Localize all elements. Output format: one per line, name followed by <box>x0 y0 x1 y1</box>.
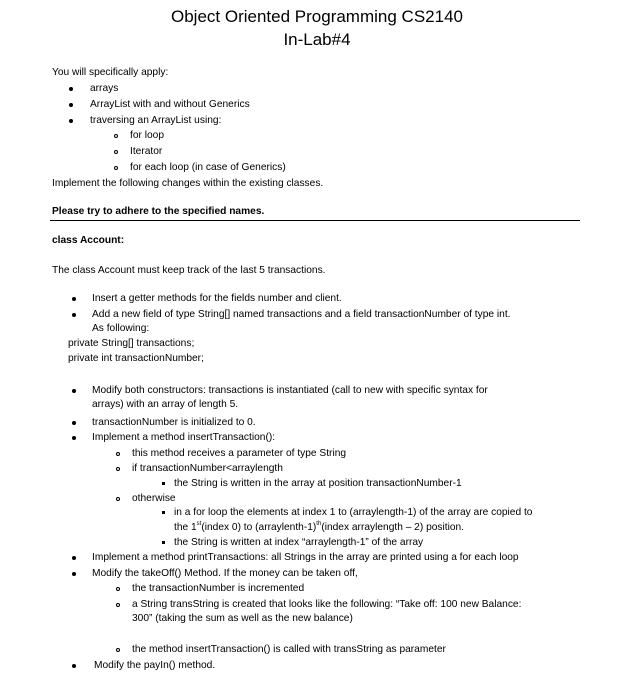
intro-item-arraylist: ArrayList with and without Generics <box>90 99 250 110</box>
bullet-icon <box>72 297 76 301</box>
bullet-takeoff: Modify the takeOff() Method. If the money can be taken off, <box>92 568 358 579</box>
bullet-icon <box>72 572 76 576</box>
sub-receives-param: this method receives a parameter of type String <box>132 448 347 459</box>
bullet-icon <box>72 556 76 560</box>
sub-for-loop-copy-cont: the 1st(index 0) to (arraylenth-1)$^{th}$(index arraylength – 2) position. <box>174 521 465 533</box>
bullet-icon <box>69 119 73 123</box>
code-line-1: private String[] transactions; <box>68 338 195 349</box>
intro-heading: You will specifically apply: <box>52 67 169 78</box>
bullet-insert-transaction: Implement a method insertTransaction(): <box>92 432 276 443</box>
bullet-constructors: Modify both constructors: transactions is instantiated (call to new with specific syntax for <box>92 385 488 396</box>
traversal-for-loop: for loop <box>130 130 164 141</box>
sub-transstring-cont: 300” (taking the sum as well as the new balance) <box>132 613 353 624</box>
account-heading: class Account: <box>52 235 125 246</box>
sub-transstring: a String transString is created that looks like the following: “Take off: 100 new Balance: <box>132 599 522 610</box>
sub-increment: the transactionNumber is incremented <box>132 583 305 594</box>
circle-bullet-icon <box>116 497 120 501</box>
sub-if-action: the String is written in the array at position transactionNumber-1 <box>174 478 462 489</box>
intro-item-traversing: traversing an ArrayList using: <box>90 115 222 126</box>
bullet-getter: Insert a getter methods for the fields number and client. <box>92 293 342 304</box>
square-bullet-icon <box>162 541 165 544</box>
bullet-icon <box>72 664 76 668</box>
circle-bullet-icon <box>116 648 120 652</box>
bullet-icon <box>72 389 76 393</box>
implement-text: Implement the following changes within the existing classes. <box>52 178 324 189</box>
bullet-icon <box>72 313 76 317</box>
circle-bullet-icon <box>116 452 120 456</box>
circle-bullet-icon <box>116 587 120 591</box>
traversal-foreach: for each loop (in case of Generics) <box>130 162 286 173</box>
bullet-init: transactionNumber is initialized to 0. <box>92 417 256 428</box>
bullet-new-field: Add a new field of type String[] named transactions and a field transactionNumber of type int. <box>92 309 511 320</box>
account-desc: The class Account must keep track of the last 5 transactions. <box>52 265 326 276</box>
bullet-icon <box>69 87 73 91</box>
circle-bullet-icon <box>116 467 120 471</box>
sub-write-last: the String is written at index “arraylength-1” of the array <box>174 537 424 548</box>
sub-for-loop-copy: in a for loop the elements at index 1 to (arraylength-1) of the array are copied to <box>174 507 533 518</box>
bullet-icon <box>72 421 76 425</box>
bullet-payin: Modify the payIn() method. <box>94 660 216 671</box>
square-bullet-icon <box>162 511 165 514</box>
bullet-print-transactions: Implement a method printTransactions: all Strings in the array are printed using a for each loop <box>92 552 519 563</box>
square-bullet-icon <box>162 482 165 485</box>
circle-bullet-icon <box>114 166 118 170</box>
bullet-new-field-cont: As following: <box>92 323 150 334</box>
sub-call-insert: the method insertTransaction() is called with transString as parameter <box>132 644 446 655</box>
circle-bullet-icon <box>116 603 120 607</box>
sub-if-condition: if transactionNumber<arraylength <box>132 463 283 474</box>
page-subtitle: In-Lab#4 <box>283 30 351 49</box>
traversal-iterator: Iterator <box>130 146 163 157</box>
bullet-constructors-cont: arrays) with an array of length 5. <box>92 399 239 410</box>
intro-item-arrays: arrays <box>90 83 119 94</box>
divider <box>50 220 580 221</box>
note-text: Please try to adhere to the specified names. <box>52 206 265 217</box>
circle-bullet-icon <box>114 150 118 154</box>
bullet-icon <box>69 103 73 107</box>
code-line-2: private int transactionNumber; <box>68 353 204 364</box>
circle-bullet-icon <box>114 134 118 138</box>
bullet-icon <box>72 436 76 440</box>
sub-otherwise: otherwise <box>132 493 176 504</box>
page-title: Object Oriented Programming CS2140 <box>171 7 463 26</box>
